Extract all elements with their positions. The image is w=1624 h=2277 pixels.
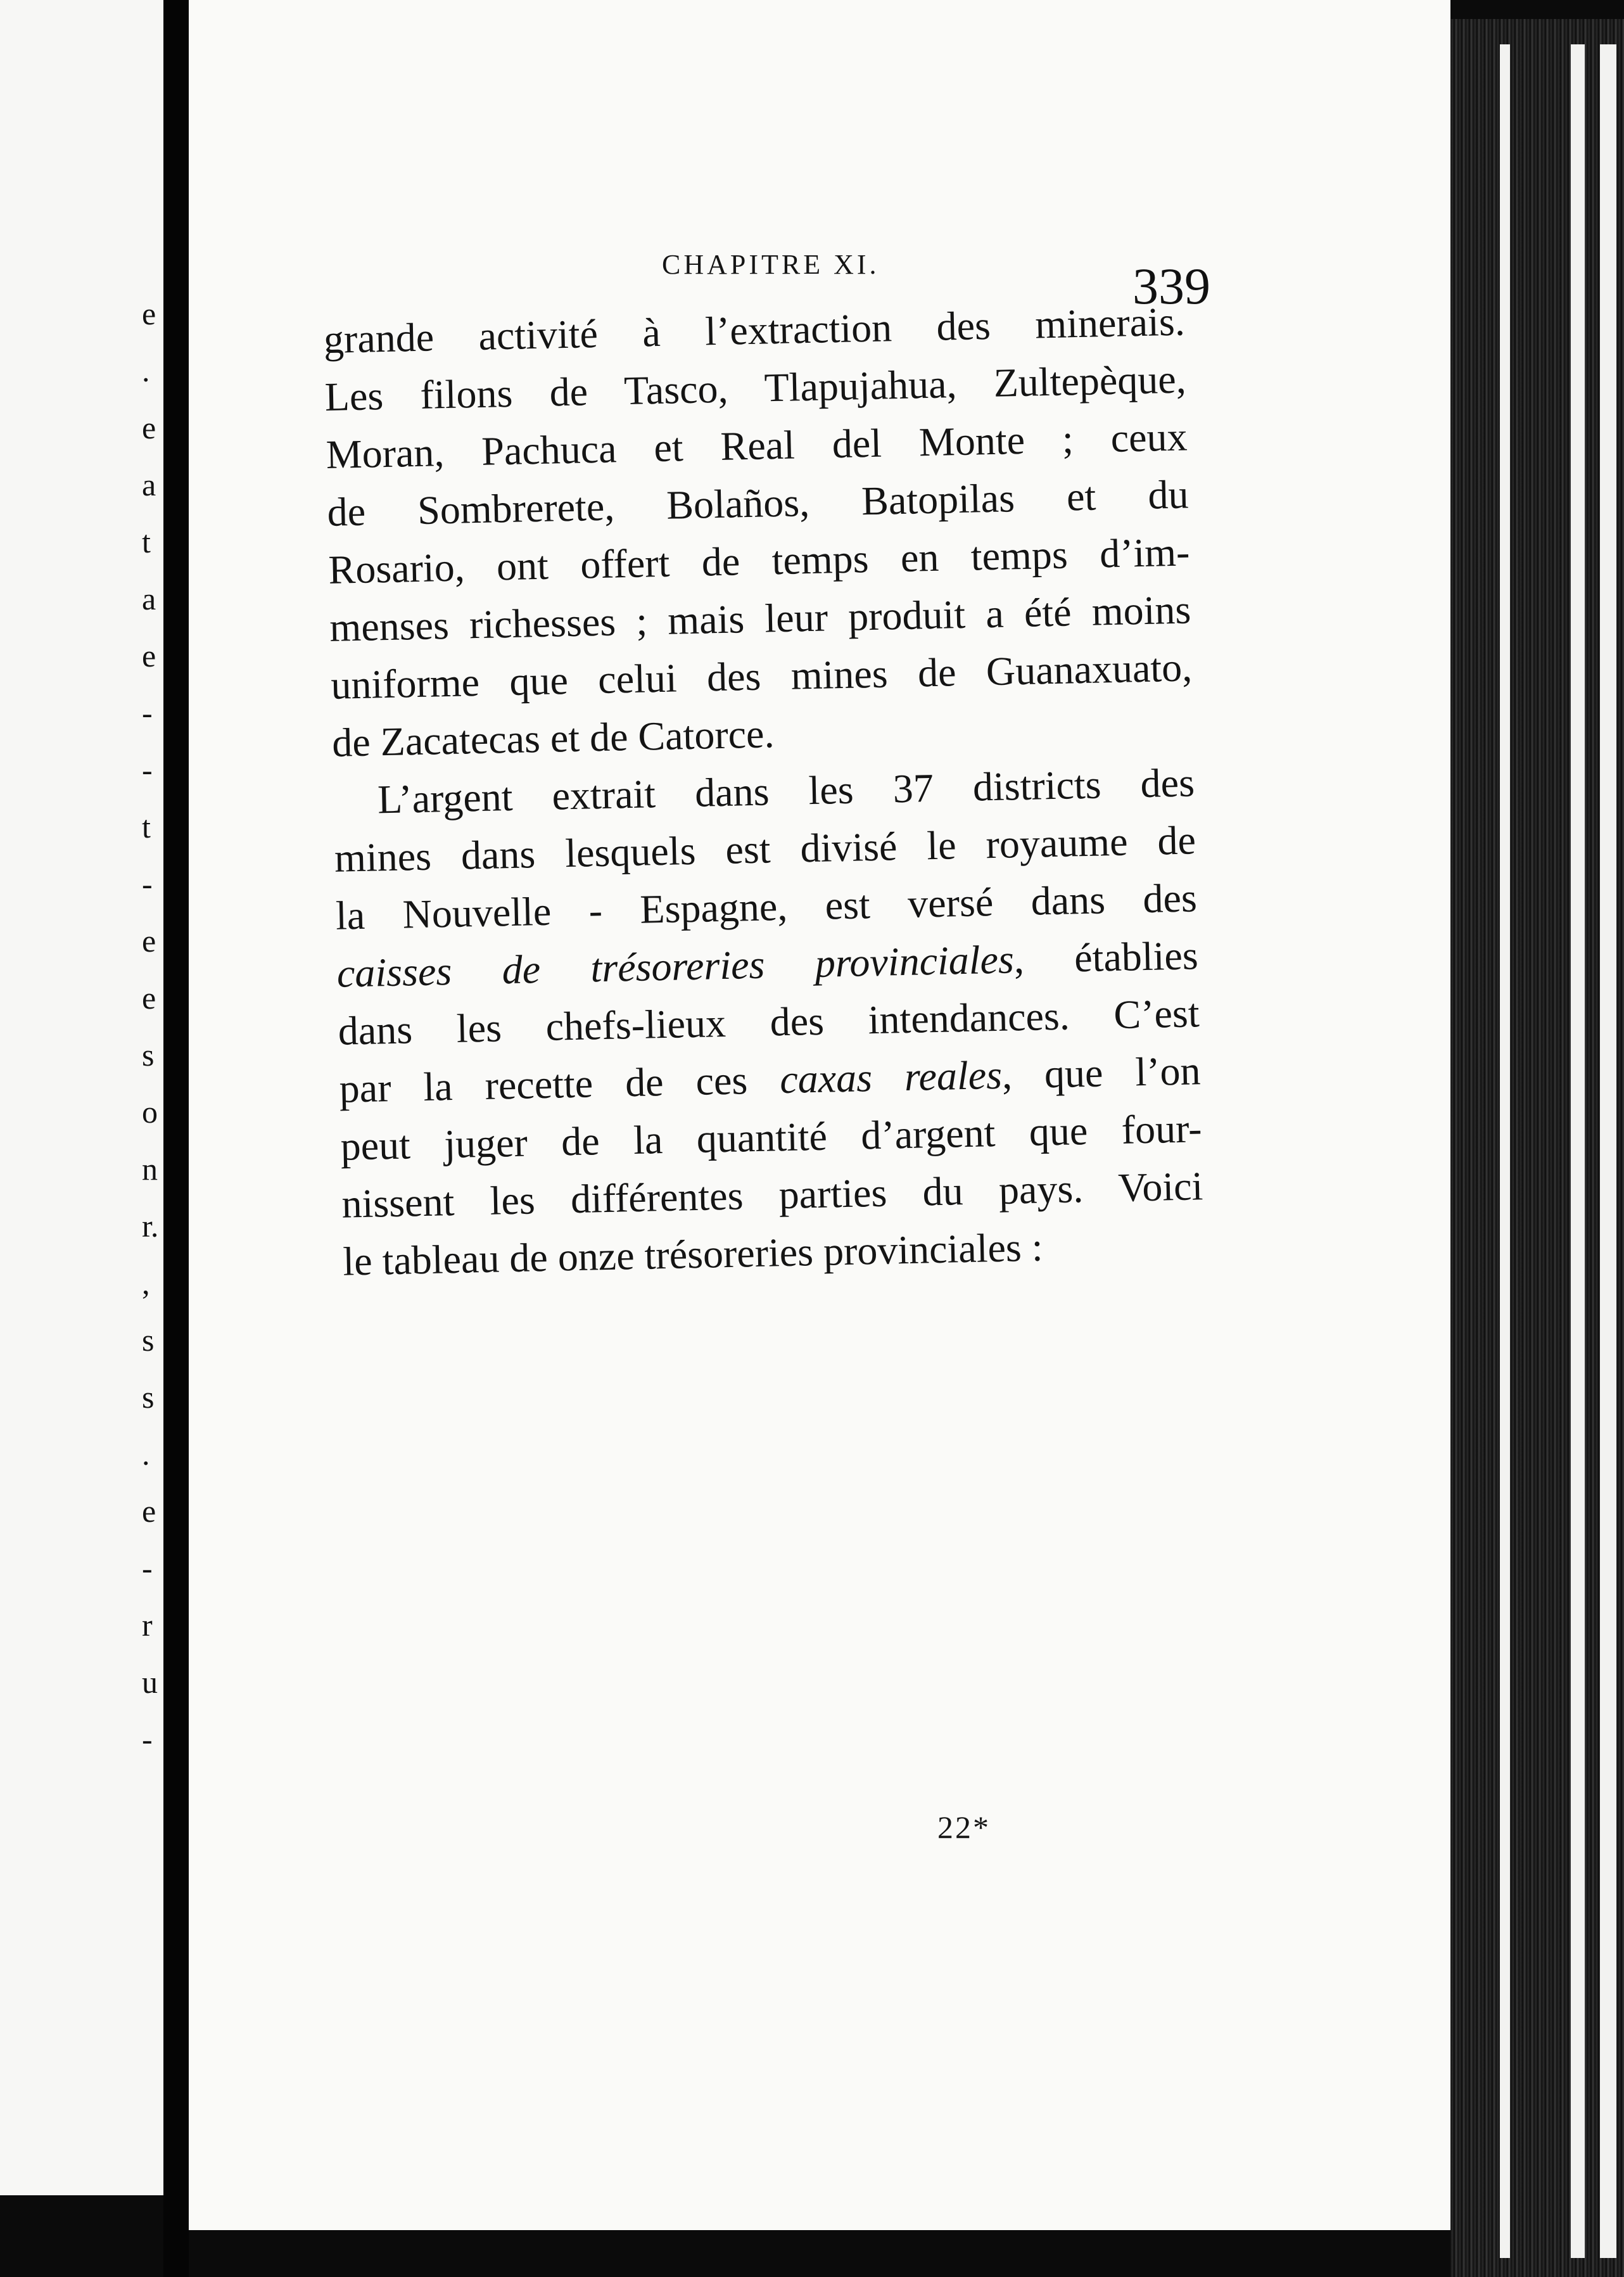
previous-page-glyph: , bbox=[142, 1265, 150, 1301]
previous-page-glyph: s bbox=[142, 1379, 155, 1415]
text-segment: la Nouvelle - Espagne, est versé dans des bbox=[335, 875, 1198, 938]
text-segment: dans les chefs-lieux des intendances. C’est bbox=[338, 990, 1200, 1054]
text-segment: de Sombrerete, Bolaños, Batopilas et du bbox=[326, 471, 1189, 535]
previous-page-glyph: e bbox=[142, 296, 156, 331]
previous-page-glyph: r. bbox=[142, 1208, 159, 1244]
previous-page-glyph: u bbox=[142, 1664, 158, 1700]
previous-page-glyph: e bbox=[142, 410, 156, 445]
previous-page-glyph: - bbox=[142, 695, 153, 730]
text-segment: Les filons de Tasco, Tlapujahua, Zultepèque, bbox=[324, 356, 1187, 419]
text-segment: de Zacatecas et de Catorce. bbox=[331, 711, 775, 765]
italic-text: caisses de trésoreries provinciales bbox=[336, 936, 1015, 996]
page-edge-strip bbox=[1600, 44, 1616, 2258]
previous-page-glyph: . bbox=[142, 353, 150, 388]
text-segment: nissent les différentes parties du pays. Voici bbox=[341, 1163, 1203, 1227]
previous-page-glyph: . bbox=[142, 1436, 150, 1472]
text-segment: grande activité à l’extraction des minerais. bbox=[323, 298, 1186, 362]
previous-page-glyph: o bbox=[142, 1094, 158, 1130]
previous-page-edge bbox=[0, 0, 167, 2195]
text-segment: , établies bbox=[1013, 933, 1199, 982]
previous-page-glyph: a bbox=[142, 467, 156, 502]
previous-page-glyph: e bbox=[142, 923, 156, 959]
book-gutter bbox=[163, 0, 189, 2277]
text-segment: L’argent extrait dans les 37 districts des bbox=[377, 760, 1195, 822]
previous-page-glyph: s bbox=[142, 1322, 155, 1358]
text-segment: uniforme que celui des mines de Guanaxuato, bbox=[330, 644, 1193, 708]
previous-page-glyph: t bbox=[142, 809, 151, 845]
previous-page-glyph: - bbox=[142, 752, 153, 788]
text-segment: par la recette de ces bbox=[338, 1057, 780, 1111]
text-segment: , que l’on bbox=[1001, 1048, 1202, 1097]
text-segment: menses richesses ; mais leur produit a été moins bbox=[329, 587, 1191, 650]
text-segment: peut juger de la quantité d’argent que four- bbox=[339, 1106, 1203, 1169]
text-segment: Rosario, ont offert de temps en temps d’im- bbox=[327, 529, 1191, 592]
body-text bbox=[323, 292, 1230, 1291]
text-segment: le tableau de onze trésoreries provinciales : bbox=[342, 1224, 1044, 1284]
previous-page-glyph: - bbox=[142, 866, 153, 902]
previous-page-glyph: a bbox=[142, 581, 156, 616]
page-edges-stack bbox=[1450, 19, 1624, 2277]
previous-page-glyph: e bbox=[142, 638, 156, 673]
previous-page-glyph: - bbox=[142, 1721, 153, 1757]
text-segment: Moran, Pachuca et Real del Monte ; ceux bbox=[326, 414, 1188, 477]
text-segment: mines dans lesquels est divisé le royaume de bbox=[334, 817, 1196, 881]
signature-mark: 22* bbox=[937, 1809, 991, 1845]
previous-page-glyph: e bbox=[142, 980, 156, 1016]
page-edge-strip bbox=[1500, 44, 1510, 2258]
page-edge-strip bbox=[1571, 44, 1585, 2258]
previous-page-glyph: s bbox=[142, 1037, 155, 1073]
previous-page-glyph: e bbox=[142, 1493, 156, 1529]
previous-page-glyph: - bbox=[142, 1550, 153, 1586]
page-number: 339 bbox=[1132, 257, 1210, 315]
previous-page-glyph: t bbox=[142, 524, 151, 559]
previous-page-glyph: n bbox=[142, 1151, 158, 1187]
running-head: CHAPITRE XI. bbox=[662, 249, 880, 280]
previous-page-glyph: r bbox=[142, 1607, 153, 1643]
italic-text: caxas reales bbox=[779, 1052, 1003, 1102]
